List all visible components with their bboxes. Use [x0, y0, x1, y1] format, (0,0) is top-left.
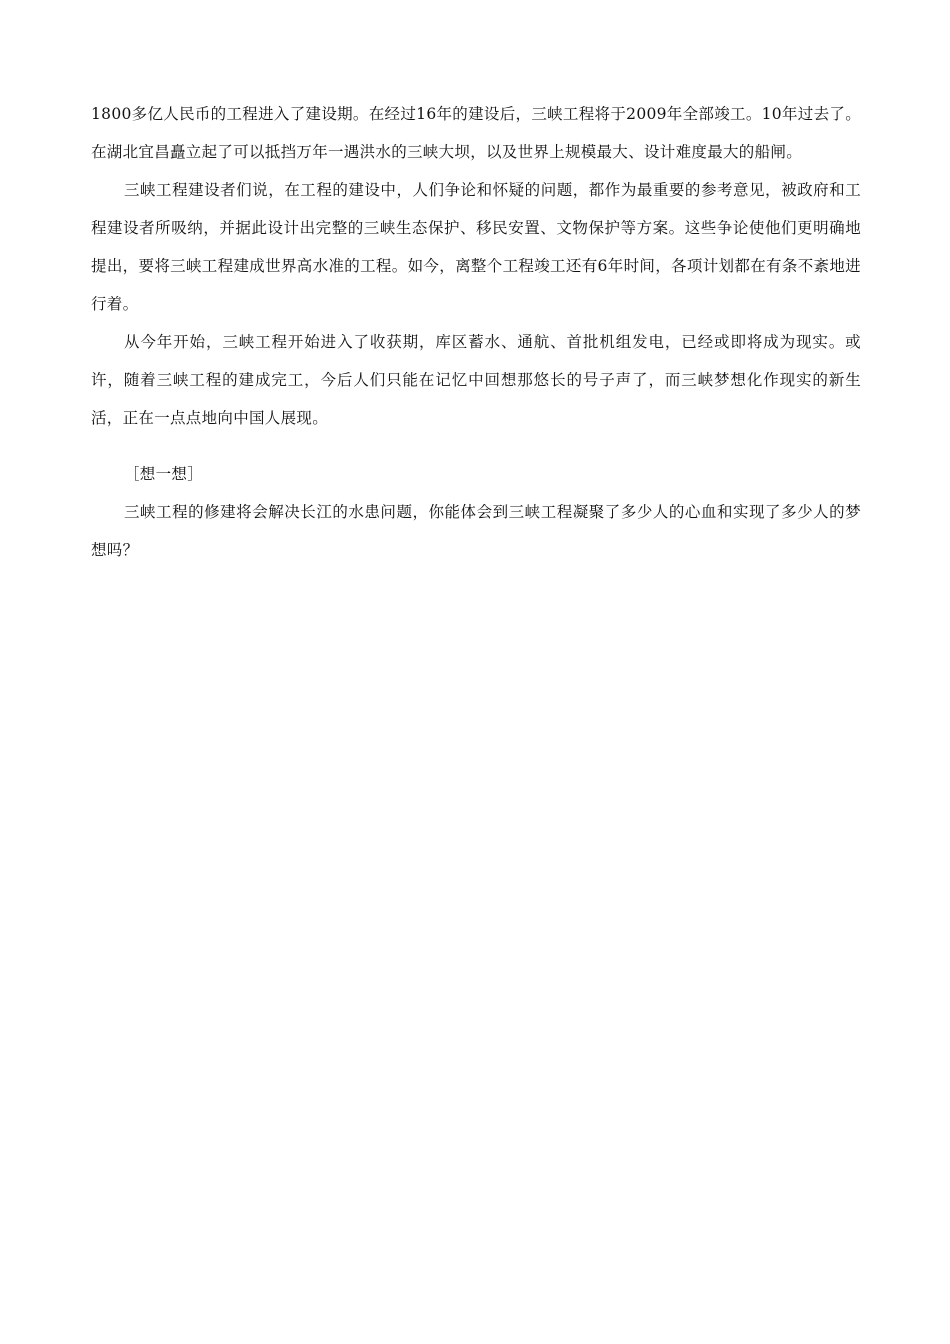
section-heading: ［想一想］ [124, 465, 204, 483]
paragraph-harvest: 从今年开始，三峡工程开始进入了收获期，库区蓄水、通航、首批机组发电，已经或即将成为现实。或许，随着三峡工程的建成完工，今后人们只能在记忆中回想那悠长的号子声了，而三峡梦想化作现实的新生活，正在一点点地向中国人展现。 [91, 333, 861, 427]
question-paragraph: 三峡工程的修建将会解决长江的水患问题，你能体会到三峡工程凝聚了多少人的心血和实现了多少人的梦想吗？ [91, 503, 861, 559]
document-page [91, 95, 861, 569]
paragraph-builders: 三峡工程建设者们说，在工程的建设中，人们争论和怀疑的问题，都作为最重要的参考意见，被政府和工程建设者所吸纳，并据此设计出完整的三峡生态保护、移民安置、文物保护等方案。这些争论使他们更明确地提出，要将三峡工程建成世界高水准的工程。如今，离整个工程竣工还有6年时间，各项计划都在有条不紊地进行着。 [91, 181, 861, 313]
section-spacer [91, 437, 861, 455]
paragraph-construction: 1800多亿人民币的工程进入了建设期。在经过16年的建设后，三峡工程将于2009年全部竣工。10年过去了。在湖北宜昌矗立起了可以抵挡万年一遇洪水的三峡大坝，以及世界上规模最大、设计难度最大的船闸。 [91, 105, 861, 161]
